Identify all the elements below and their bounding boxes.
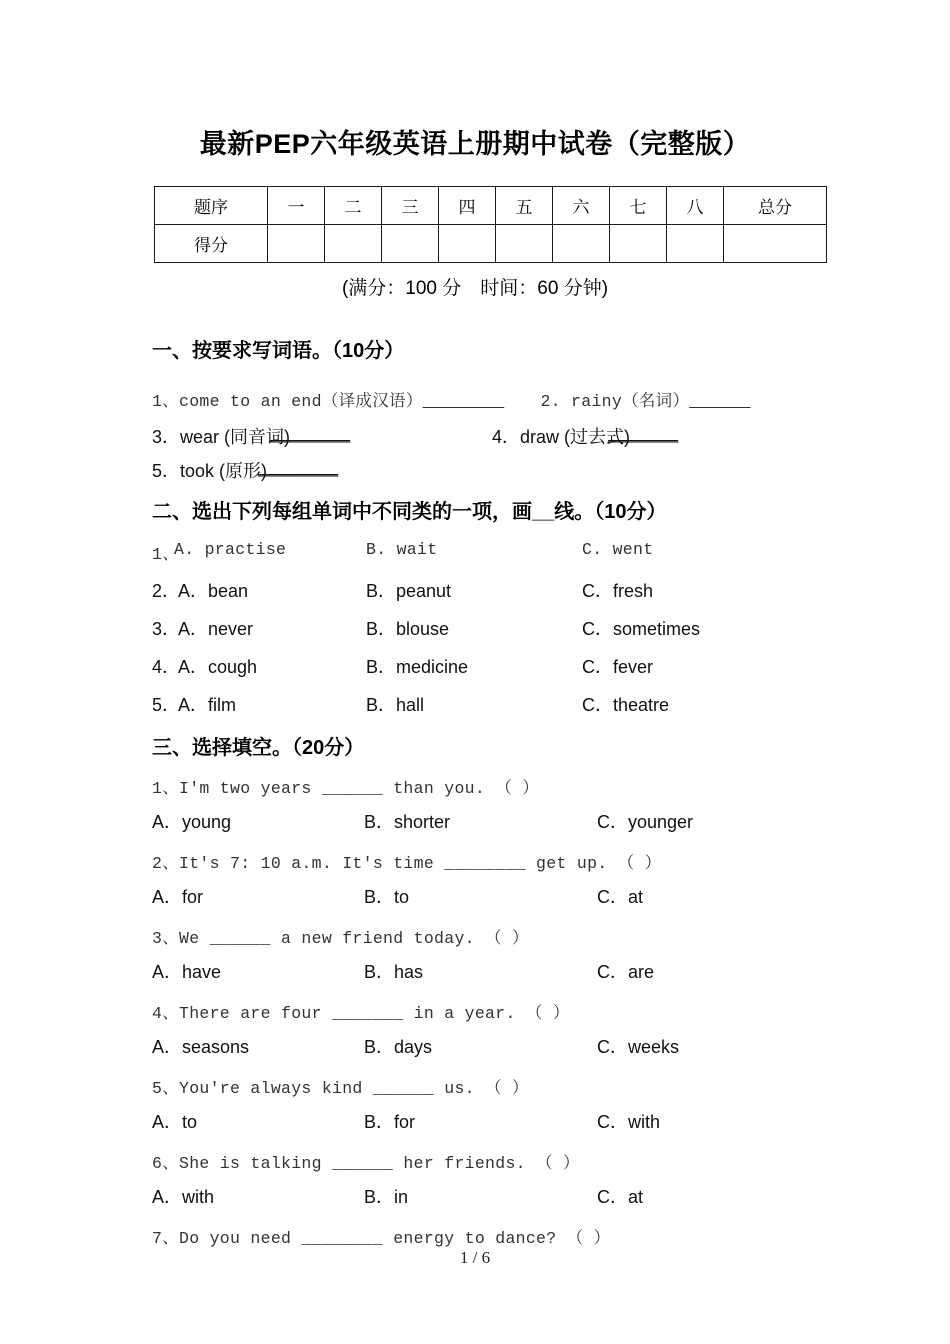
section3-question-6-stem: 6、She is talking ______ her friends. （ ） xyxy=(152,1154,580,1173)
score-cell-3[interactable] xyxy=(382,225,439,263)
section3-question-7-stem: 7、Do you need ________ energy to dance? （ ） xyxy=(152,1229,611,1248)
section1-line-2 xyxy=(152,423,852,447)
section2-item-1-option-c[interactable]: C. went xyxy=(582,540,654,559)
section3-q6-option-b[interactable]: B．in xyxy=(364,1187,409,1207)
score-cell-6[interactable] xyxy=(553,225,610,263)
section2-item-4 xyxy=(152,653,852,680)
section3-question-2-stem: 2、It's 7: 10 a.m. It's time ________ get up. （ ） xyxy=(152,854,662,873)
section3-question-1-options xyxy=(152,808,852,835)
score-table-col-8: 八 xyxy=(667,187,724,225)
score-table-row-label-0: 题序 xyxy=(155,187,268,225)
section2-item-3 xyxy=(152,615,852,642)
section2-item-2 xyxy=(152,577,852,604)
section2-item-1-num: 1、 xyxy=(152,545,180,564)
section3-q2-option-c[interactable]: C．at xyxy=(597,887,644,907)
section1-line-3-left-blank[interactable]: ________ xyxy=(258,457,339,477)
section1-line-2-left: 3．wear (同音词) xyxy=(152,427,291,447)
section3-q2-option-b[interactable]: B．to xyxy=(364,887,410,907)
section2-item-5-num: 5． xyxy=(152,695,181,715)
section3-q3-option-b[interactable]: B．has xyxy=(364,962,424,982)
section2-item-2-option-a[interactable]: A．bean xyxy=(178,581,249,601)
section2-item-4-option-b[interactable]: B．medicine xyxy=(366,657,469,677)
section3-q1-option-c[interactable]: C．younger xyxy=(597,812,694,832)
section3-question-3-options xyxy=(152,958,852,985)
page-title: 最新PEP六年级英语上册期中试卷（完整版） xyxy=(199,129,751,159)
section3-q1-option-b[interactable]: B．shorter xyxy=(364,812,451,832)
section1-line-3-left: 5．took (原形) xyxy=(152,461,268,481)
score-table-col-3: 三 xyxy=(382,187,439,225)
section1-line-1-right-blank[interactable]: ______ xyxy=(689,392,751,411)
section3-question-5-stem: 5、You're always kind ______ us. （ ） xyxy=(152,1079,529,1098)
section1-line-1-left: 1、come to an end（译成汉语） xyxy=(152,392,423,411)
section2-item-5 xyxy=(152,691,852,718)
section3-question-3-stem: 3、We ______ a new friend today. （ ） xyxy=(152,929,529,948)
section2-item-4-num: 4． xyxy=(152,657,181,677)
section3-q4-option-c[interactable]: C．weeks xyxy=(597,1037,680,1057)
section3-question-1-stem: 1、I'm two years ______ than you. （ ） xyxy=(152,779,540,798)
section3-q5-option-c[interactable]: C．with xyxy=(597,1112,661,1132)
section3-q6-option-c[interactable]: C．at xyxy=(597,1187,644,1207)
section-heading-2: 二、选出下列每组单词中不同类的一项，画__线。（10分） xyxy=(152,501,667,523)
section3-question-6-options xyxy=(152,1183,852,1210)
section1-line-3 xyxy=(152,457,852,481)
section2-item-5-option-a[interactable]: A．film xyxy=(178,695,236,715)
section3-question-5-options xyxy=(152,1108,852,1135)
section3-q5-option-a[interactable]: A．to xyxy=(152,1112,198,1132)
section2-item-1-option-a[interactable]: A. practise xyxy=(174,540,287,559)
section1-line-1-left-blank[interactable]: ________ xyxy=(422,392,505,411)
section-heading-1: 一、按要求写词语。（10分） xyxy=(152,340,405,362)
section3-q4-option-a[interactable]: A．seasons xyxy=(152,1037,250,1057)
section1-line-2-right: 4．draw (过去式) xyxy=(492,427,631,447)
score-cell-total[interactable] xyxy=(724,225,827,263)
section2-item-3-option-c[interactable]: C．sometimes xyxy=(582,619,701,639)
section3-q6-option-a[interactable]: A．with xyxy=(152,1187,215,1207)
section2-item-2-option-c[interactable]: C．fresh xyxy=(582,581,654,601)
section3-question-4-options xyxy=(152,1033,852,1060)
section3-q4-option-b[interactable]: B．days xyxy=(364,1037,433,1057)
section3-q1-option-a[interactable]: A．young xyxy=(152,812,232,832)
score-cell-5[interactable] xyxy=(496,225,553,263)
section1-line-2-left-blank[interactable]: ________ xyxy=(270,423,351,443)
section1-line-1-right: 2. rainy（名词） xyxy=(540,392,690,411)
score-table-col-2: 二 xyxy=(325,187,382,225)
section1-line-2-right-blank[interactable]: _______ xyxy=(608,423,679,443)
section3-q2-option-a[interactable]: A．for xyxy=(152,887,204,907)
section1-line-1 xyxy=(152,387,852,411)
section3-question-4-stem: 4、There are four _______ in a year. （ ） xyxy=(152,1004,570,1023)
section2-item-1-option-b[interactable]: B. wait xyxy=(366,540,438,559)
section3-q3-option-c[interactable]: C．are xyxy=(597,962,655,982)
score-table-col-total: 总分 xyxy=(724,187,827,225)
score-table-row-label-1: 得分 xyxy=(155,225,268,263)
section2-item-2-option-b[interactable]: B．peanut xyxy=(366,581,452,601)
score-table-col-5: 五 xyxy=(496,187,553,225)
section2-item-2-num: 2． xyxy=(152,581,181,601)
section2-item-5-option-c[interactable]: C．theatre xyxy=(582,695,670,715)
score-table-col-6: 六 xyxy=(553,187,610,225)
section2-item-3-option-b[interactable]: B．blouse xyxy=(366,619,450,639)
table-row-score xyxy=(155,225,827,263)
section3-q5-option-b[interactable]: B．for xyxy=(364,1112,416,1132)
section2-item-4-option-c[interactable]: C．fever xyxy=(582,657,654,677)
score-cell-7[interactable] xyxy=(610,225,667,263)
page-footer: 1 / 6 xyxy=(459,1248,491,1267)
section2-item-1 xyxy=(152,540,852,566)
section3-q3-option-a[interactable]: A．have xyxy=(152,962,222,982)
section2-item-3-num: 3． xyxy=(152,619,181,639)
score-cell-2[interactable] xyxy=(325,225,382,263)
score-cell-8[interactable] xyxy=(667,225,724,263)
section2-item-4-option-a[interactable]: A．cough xyxy=(178,657,258,677)
score-cell-1[interactable] xyxy=(268,225,325,263)
score-table-col-1: 一 xyxy=(268,187,325,225)
score-table xyxy=(154,186,827,263)
section-heading-3: 三、选择填空。（20分） xyxy=(152,737,365,759)
table-row-header xyxy=(155,187,827,225)
section2-item-5-option-b[interactable]: B．hall xyxy=(366,695,425,715)
exam-body xyxy=(152,334,852,1248)
exam-meta-line: (满分：100 分 时间：60 分钟) xyxy=(341,278,609,299)
score-cell-4[interactable] xyxy=(439,225,496,263)
score-table-col-7: 七 xyxy=(610,187,667,225)
section3-question-2-options xyxy=(152,883,852,910)
section2-item-3-option-a[interactable]: A．never xyxy=(178,619,254,639)
score-table-col-4: 四 xyxy=(439,187,496,225)
